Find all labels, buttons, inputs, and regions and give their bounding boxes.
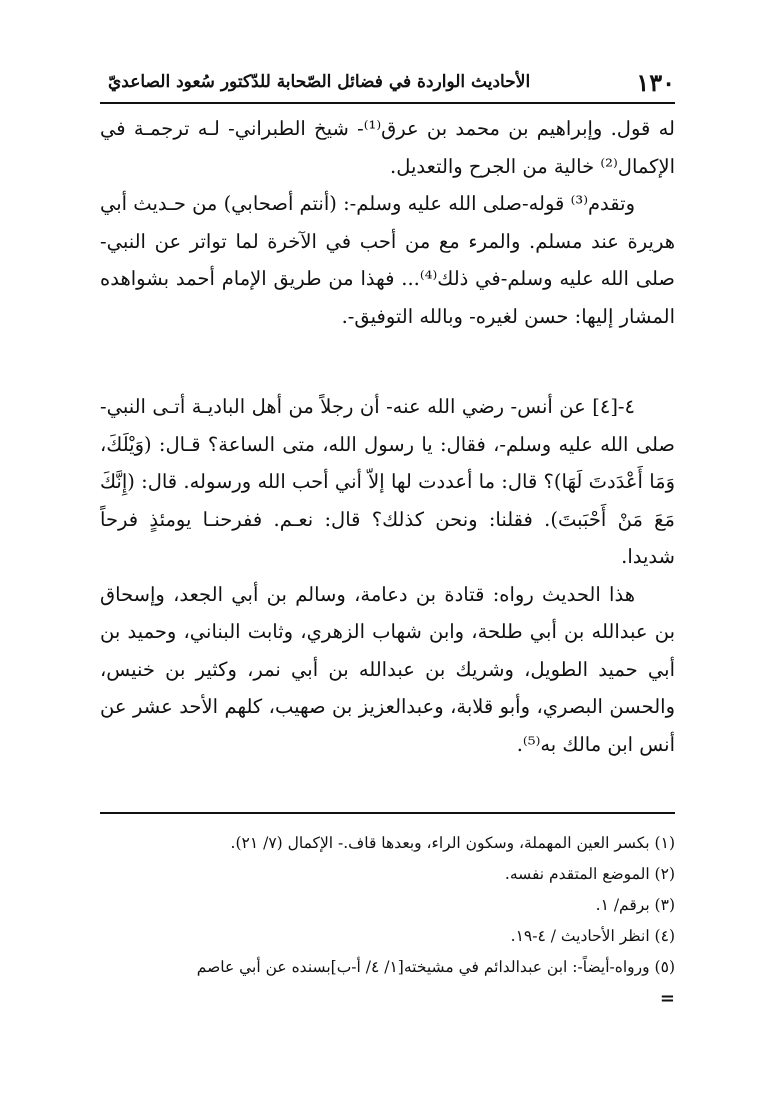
main-text bbox=[100, 110, 675, 763]
page-number: ١٣٠ bbox=[636, 68, 675, 97]
footnotes bbox=[100, 828, 675, 1015]
narrators-paragraph: هذا الحديث رواه: قتادة بن دعامة، وسالم بن أبي الجعد، وإسحاق بن عبدالله بن أبي طلحة، وابن شهاب الزهري، وثابت البناني، وحميد بن أبي حميد الطويل، وشريك بن عبدالله بن أبي نمر، وكثير بن خنيس، والحسن البصري، وأبو قلابة، وعبدالعزيز بن صهيب، كلهم الأحد عشر عن أنس ابن مالك به⁽⁵⁾. bbox=[100, 582, 675, 756]
footnote-3: (٣) برقم/ ١. bbox=[595, 896, 675, 914]
section-gap bbox=[100, 335, 675, 388]
paragraph-2: وتقدم⁽³⁾ قوله-صلى الله عليه وسلم-: (أنتم أصحابي) من حـديث أبي هريرة عند مسلم. والمرء مع من أحب في الآخرة لما تواتر عن النبي- صلى الله عليه وسلم-في ذلك⁽⁴⁾... فهذا من طريق الإمام أحمد بشواهده المشار إليها: حسن لغيره- وبالله التوفيق-. bbox=[100, 192, 675, 328]
footnote-divider bbox=[100, 812, 675, 814]
running-title: الأحاديث الواردة في فضائل الصّحابة للدّكتور سُعود الصاعديّ bbox=[108, 72, 531, 92]
hadith-paragraph: ٤-[٤] عن أنس- رضي الله عنه- أن رجلاً من أهل الباديـة أتـى النبي- صلى الله عليه وسلم-، فقال: يا رسول الله، متى الساعة؟ قـال: (وَيْلَكَ، وَمَا أَعْدَدتَ لَهَا)؟ قال: ما أعددت لها إلاّ أني أحب الله ورسوله. قال: (إِنَّكَ مَعَ مَنْ أَحْبَبتَ). فقلنا: ونحن كذلك؟ قال: نعـم. ففرحنـا يومئذٍ فرحاً شديدا. bbox=[100, 395, 675, 568]
footnote-1: (١) بكسر العين المهملة، وسكون الراء، وبعدها قاف.- الإكمال (٧/ ٢١). bbox=[230, 834, 675, 852]
page-header bbox=[100, 68, 675, 104]
footnote-5: (٥) ورواه-أيضاً-: ابن عبدالدائم في مشيخته[١/ ٤/ أ-ب]بسنده عن أبي عاصم bbox=[196, 958, 675, 976]
paragraph-1: له قول. وإبراهيم بن محمد بن عرق⁽¹⁾- شيخ الطبراني- لـه ترجمـة في الإكمال⁽²⁾ خالية من الجرح والتعديل. bbox=[100, 117, 675, 178]
footnote-2: (٢) الموضع المتقدم نفسه. bbox=[504, 865, 675, 883]
footnote-4: (٤) انظر الأحاديث / ٤-١٩. bbox=[510, 927, 675, 945]
continuation-mark: = bbox=[659, 988, 675, 1009]
